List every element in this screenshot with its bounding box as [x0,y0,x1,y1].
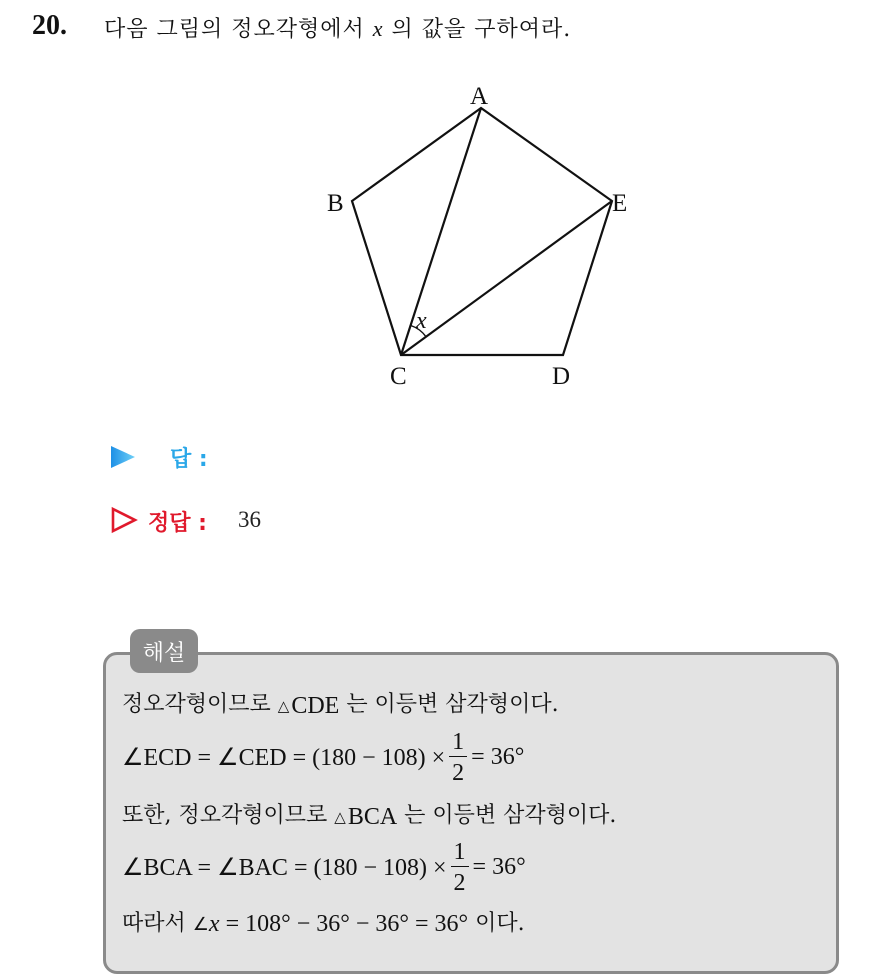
angle-x-label: x [416,308,427,334]
correct-answer-value: 36 [238,507,261,532]
solution-line-5-before: 따라서 [122,911,186,936]
fraction-numerator: 1 [449,730,467,757]
vertex-label-a: A [470,83,489,110]
fraction-one-half [449,730,467,785]
equation-2-lhs: ∠BCA = ∠BAC = (180 − 108) × [122,855,447,881]
angle-variable: x [208,911,220,937]
solution-line-5-after: 이다. [475,911,525,936]
fraction-one-half [451,840,469,895]
triangle-symbol: △ [334,810,346,826]
fraction-denominator: 2 [452,760,465,786]
triangle-cde-name: CDE [291,693,340,719]
solution-line-3-after: 는 이등변 삼각형이다. [404,803,617,828]
vertex-label-e: E [612,190,628,217]
fraction-denominator: 2 [453,870,466,896]
correct-answer-label: 정답 : [148,511,207,536]
solution-line-3-before: 또한, 정오각형이므로 [122,803,328,828]
triangle-bca-name: BCA [347,804,398,830]
solution-line-4 [122,840,526,895]
fraction-numerator: 1 [451,840,469,867]
vertex-label-d: D [552,363,571,390]
angle-symbol: ∠ [192,914,209,934]
question-number: 20. [32,10,67,41]
diagonal-ce [401,201,612,355]
solution-line-2 [122,730,524,785]
final-expression: = 108° − 36° − 36° = 36° [225,911,469,937]
equation-1-rhs: = 36° [471,744,525,770]
play-icon [110,445,136,469]
question-text-after: 의 값을 구하여라. [391,17,572,42]
question-variable: x [372,16,384,41]
pentagon-outline [352,108,612,355]
triangle-symbol: △ [277,699,290,715]
play-outline-icon [110,506,138,534]
answer-label: 답 : [170,447,208,472]
question-text [104,12,571,43]
solution-line-1 [122,687,559,720]
solution-line-1-before: 정오각형이므로 [122,692,271,717]
solution-line-5 [122,906,525,938]
vertex-label-b: B [327,190,344,217]
question-text-before: 다음 그림의 정오각형에서 [104,17,365,42]
solution-title: 해설 [130,629,198,673]
pentagon-figure [300,70,660,400]
vertex-label-c: C [390,363,407,390]
solution-line-1-after: 는 이등변 삼각형이다. [346,692,559,717]
solution-line-3 [122,798,616,831]
pentagon-diagram [300,70,660,400]
diagonal-ca [401,108,481,355]
equation-1-lhs: ∠ECD = ∠CED = (180 − 108) × [122,745,446,771]
equation-2-rhs: = 36° [472,854,526,880]
